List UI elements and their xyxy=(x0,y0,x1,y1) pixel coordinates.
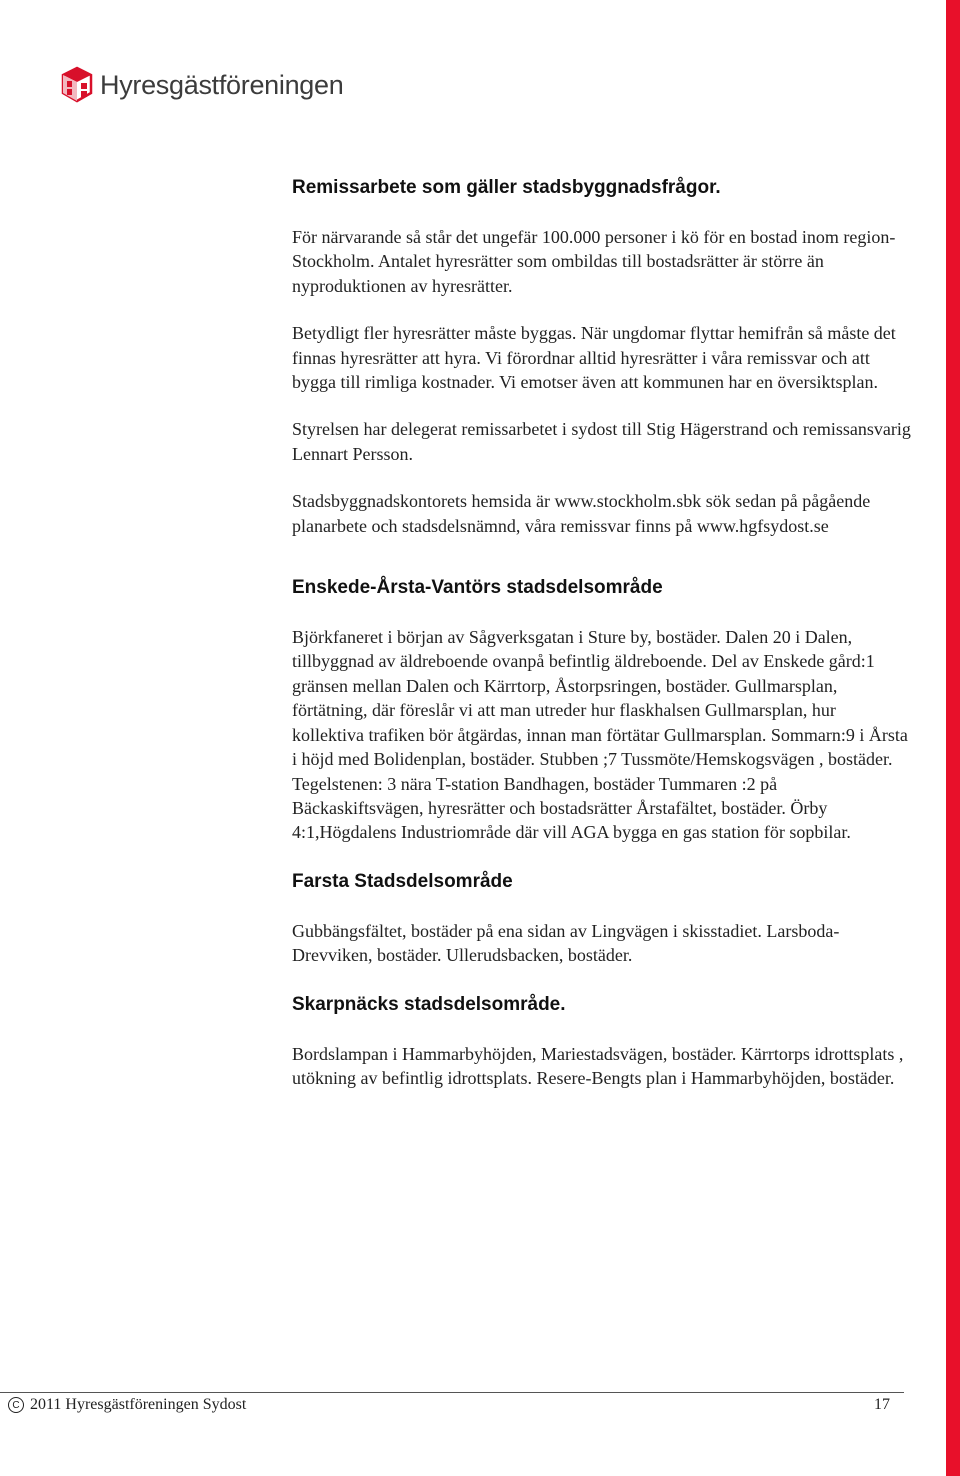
paragraph: Stadsbyggnadskontorets hemsida är www.stockholm.sbk sök sedan på pågående planarbete och stadsdelsnämnd, våra remissvar finns på www.hgfsydost.se xyxy=(292,491,871,536)
page-number: 17 xyxy=(874,1396,890,1413)
page-footer xyxy=(8,1396,890,1414)
house-cube-logo-icon xyxy=(60,66,94,104)
accent-bar xyxy=(946,0,960,1476)
section-heading: Remissarbete som gäller stadsbyggnadsfrågor. xyxy=(292,177,721,198)
paragraph: Björkfaneret i början av Sågverksgatan i Sture by, bostäder. Dalen 20 i Dalen, tillbyggnad av äldreboende ovanpå befintlig äldreboende. Del av Enskede gård:1 gränsen mellan Dalen och Kärrtorp, Åstorpsringen, bostäder. Gullmarsplan, förtätning, där föreslår vi att man utreder hur flaskhalsen Gullmarsplan, hur kollektiva trafiken bör åtgärdas, innan man förtätar Gullmarsplan. Sommarn:9 i Årsta i höjd med Bolidenplan, bostäder. Stubben ;7 Tussmöte/Hemskogsvägen , bostäder. Tegelstenen: 3 nära T-station Bandhagen, bostäder Tummaren :2 på Bäckaskiftsvägen, hyresrätter och bostadsrätter Årstafältet, bostäder. Örby 4:1,Högdalens Industriområde där vill AGA bygga en gas station för sopbilar. xyxy=(292,627,908,843)
brand-name: Hyresgästföreningen xyxy=(100,69,344,100)
paragraph: Bordslampan i Hammarbyhöjden, Mariestadsvägen, bostäder. Kärrtorps idrottsplats , utökning av befintlig idrottsplats. Resere-Bengts plan i Hammarbyhöjden, bostäder. xyxy=(292,1043,904,1088)
footer-divider xyxy=(0,1392,904,1393)
paragraph: För närvarande så står det ungefär 100.000 personer i kö för en bostad inom region-Stockholm. Antalet hyresrätter som ombildas till bostadsrätter är större än nyproduktionen av hyresrätter. xyxy=(292,227,896,296)
section-heading: Skarpnäcks stadsdelsområde. xyxy=(292,993,566,1015)
main-content xyxy=(292,176,912,1090)
section-heading: Farsta Stadsdelsområde xyxy=(292,870,513,892)
footer-text: 2011 Hyresgästföreningen Sydost xyxy=(30,1396,247,1413)
paragraph: Betydligt fler hyresrätter måste byggas. När ungdomar flyttar hemifrån så måste det finnas hyresrätter att hyra. Vi förordnar alltid hyresrätter i våra remissvar och att bygga till rimliga kostnader. Vi emotser även att kommunen har en översiktsplan. xyxy=(292,323,896,393)
paragraph: Styrelsen har delegerat remissarbetet i sydost till Stig Hägerstrand och remissansvarig Lennart Persson. xyxy=(292,419,911,464)
section-heading: Enskede-Årsta-Vantörs stadsdelsområde xyxy=(292,577,663,599)
footer-copyright xyxy=(8,1396,246,1414)
paragraph: Gubbängsfältet, bostäder på ena sidan av Lingvägen i skisstadiet. Larsboda-Drevviken, bostäder. Ullerudsbacken, bostäder. xyxy=(292,920,840,966)
copyright-icon: C xyxy=(8,1397,24,1413)
brand-logo xyxy=(60,66,343,104)
